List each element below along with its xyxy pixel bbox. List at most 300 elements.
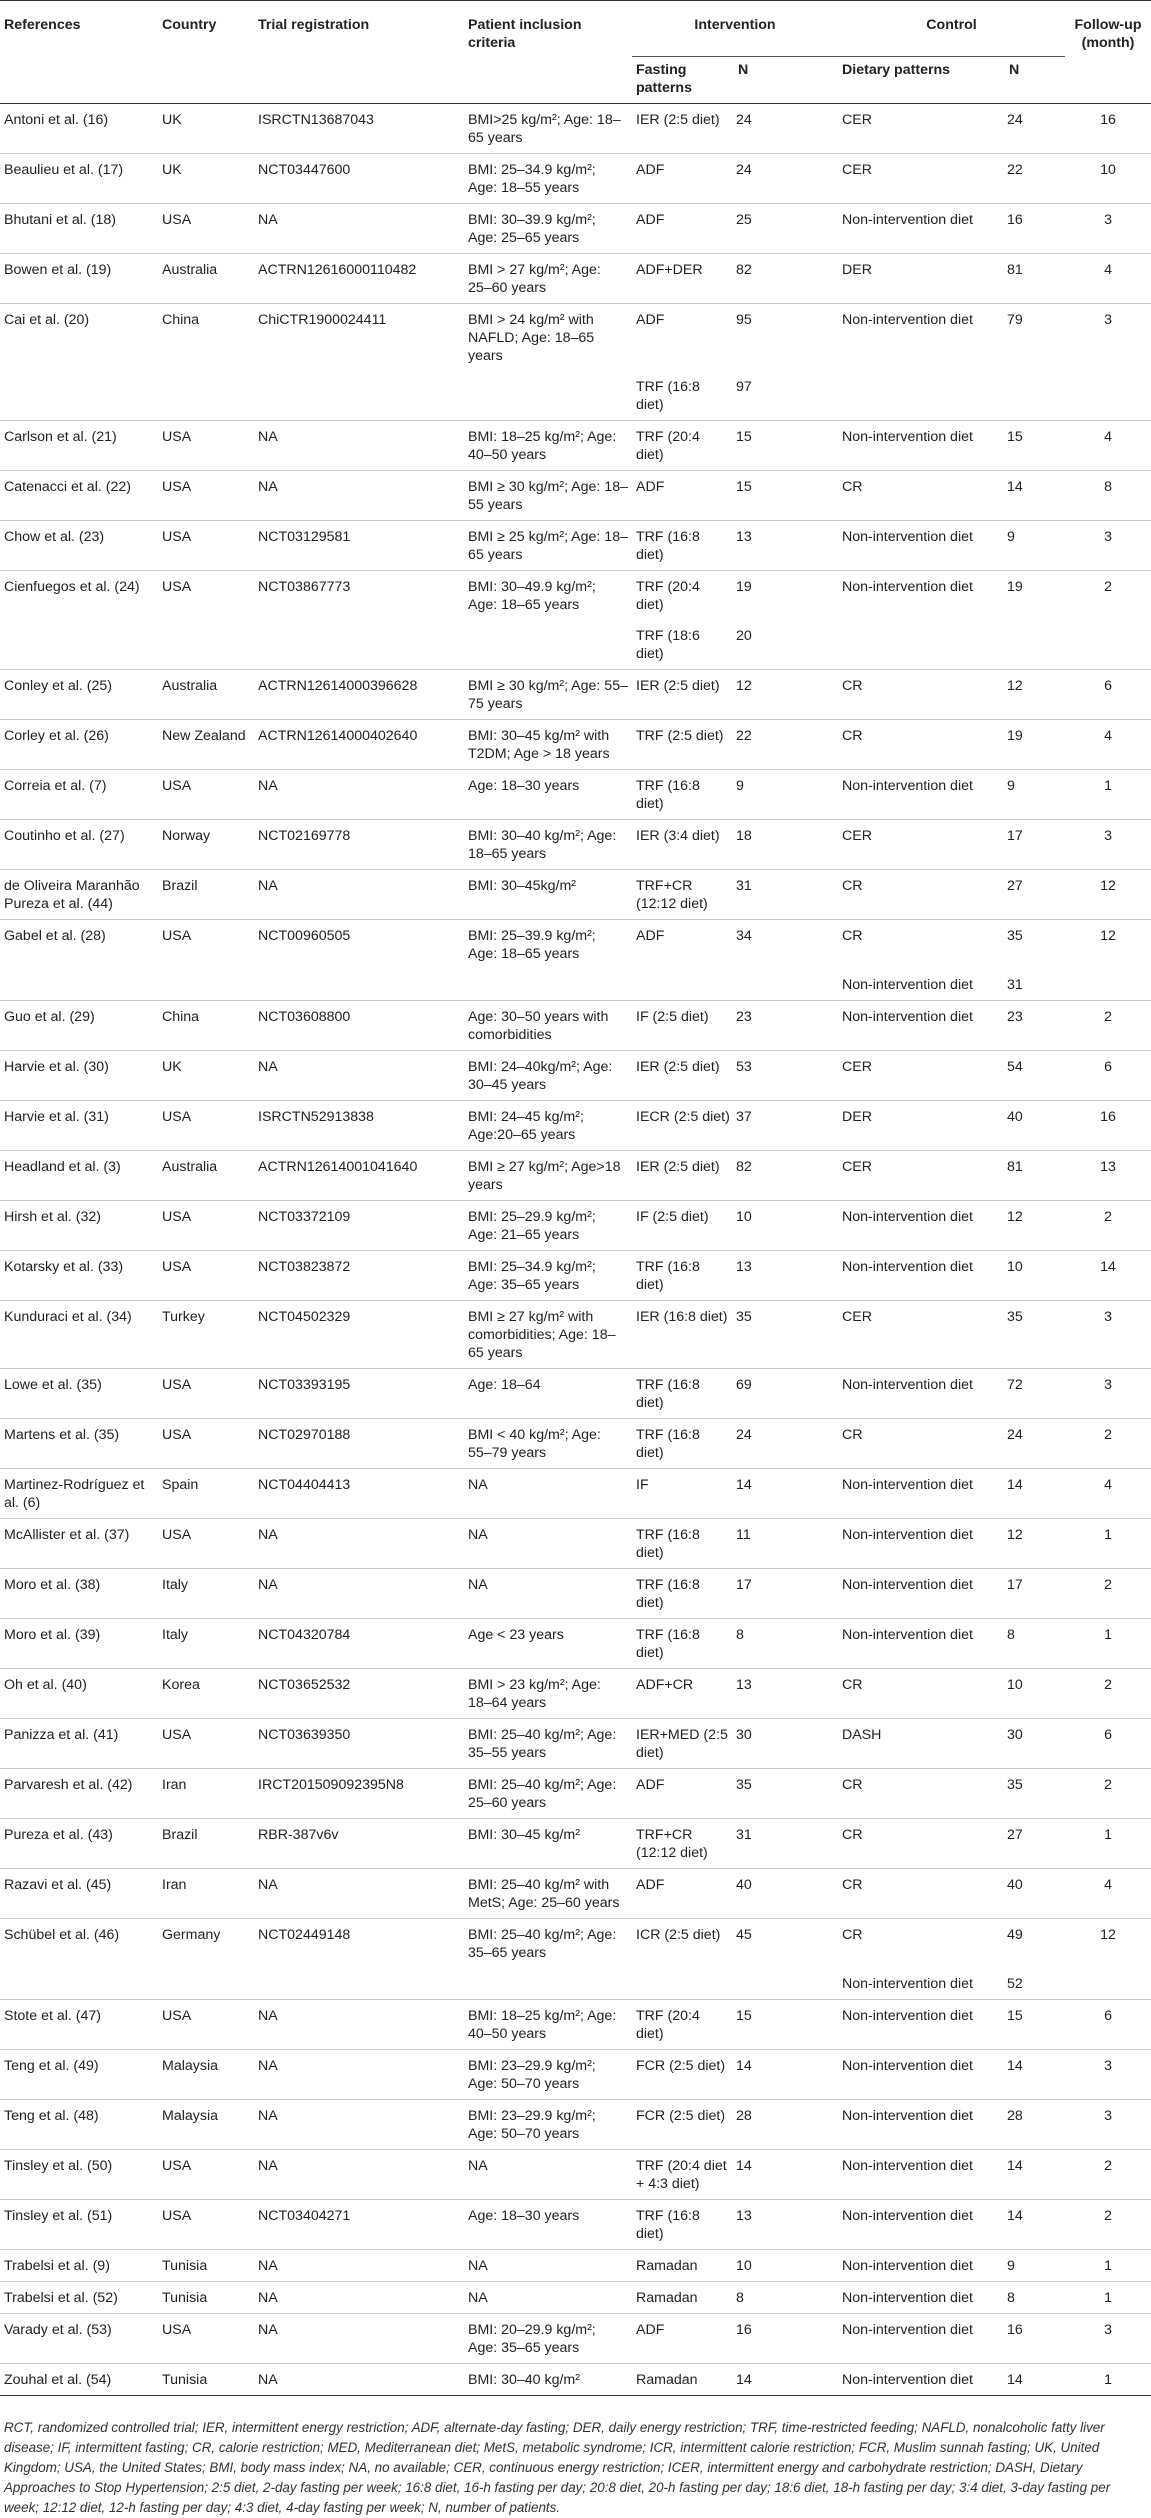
control-n-cell: 14: [1007, 2372, 1023, 2388]
intervention-n-cell: 10: [736, 2258, 752, 2274]
table-row: [0, 1419, 1151, 1469]
country-cell: USA: [162, 212, 192, 228]
table-row: [0, 820, 1151, 870]
dietary-pattern-cell: Non-intervention diet: [842, 2322, 973, 2338]
inclusion-criteria-cell: [464, 371, 632, 421]
intervention-n-cell: 13: [736, 529, 752, 545]
intervention-n-cell: 35: [736, 1777, 752, 1793]
fasting-pattern-cell: TRF (16:8 diet): [636, 1627, 700, 1661]
table-row: [0, 2200, 1151, 2250]
trial-registration-cell: [254, 1968, 464, 2000]
control-n-cell: 10: [1007, 1259, 1023, 1275]
inclusion-criteria-cell: BMI ≥ 30 kg/m²; Age: 18–55 years: [468, 479, 628, 513]
fasting-pattern-cell: IF (2:5 diet): [636, 1009, 709, 1025]
table-row: [0, 2314, 1151, 2364]
table-row: [0, 1968, 1151, 2000]
followup-cell: 3: [1104, 529, 1112, 545]
fasting-pattern-cell: Ramadan: [636, 2258, 698, 2274]
fasting-pattern-cell: TRF+CR (12:12 diet): [636, 1827, 708, 1861]
country-cell: USA: [162, 1527, 192, 1543]
intervention-n-cell: [734, 969, 838, 1001]
trial-registration-cell: ISRCTN13687043: [258, 112, 374, 128]
dietary-pattern-cell: CR: [842, 479, 863, 495]
control-n-cell: 22: [1007, 162, 1023, 178]
trial-registration-cell: NCT03823872: [258, 1259, 351, 1275]
inclusion-criteria-cell: BMI: 25–29.9 kg/m²; Age: 21–65 years: [468, 1209, 596, 1243]
inclusion-criteria-cell: Age: 18–30 years: [468, 2208, 580, 2224]
country-cell: [158, 620, 254, 670]
intervention-n-cell: 13: [736, 2208, 752, 2224]
trial-registration-cell: NA: [258, 778, 278, 794]
followup-cell: 4: [1104, 262, 1112, 278]
control-n-cell: 24: [1007, 1427, 1023, 1443]
country-cell: Germany: [162, 1927, 221, 1943]
trial-registration-cell: NA: [258, 1059, 278, 1075]
country-cell: Tunisia: [162, 2290, 208, 2306]
inclusion-criteria-cell: BMI ≥ 27 kg/m²; Age>18 years: [468, 1159, 621, 1193]
inclusion-criteria-cell: BMI>25 kg/m²; Age: 18–65 years: [468, 112, 621, 146]
inclusion-criteria-cell: BMI: 30–45 kg/m²: [468, 1827, 580, 1843]
trial-registration-cell: NCT03652532: [258, 1677, 351, 1693]
dietary-pattern-cell: Non-intervention diet: [842, 1976, 973, 1992]
trial-registration-cell: NA: [258, 1877, 278, 1893]
followup-cell: 16: [1100, 112, 1116, 128]
followup-cell: 4: [1104, 728, 1112, 744]
reference-cell: de Oliveira Maranhão Pureza et al. (44): [4, 878, 140, 912]
fasting-pattern-cell: TRF (20:4 diet): [636, 2008, 700, 2042]
table-row: [0, 1919, 1151, 1969]
fasting-pattern-cell: [632, 1968, 734, 2000]
reference-cell: Parvaresh et al. (42): [4, 1777, 133, 1793]
country-cell: USA: [162, 1209, 192, 1225]
fasting-pattern-cell: ADF: [636, 479, 665, 495]
dietary-pattern-cell: CR: [842, 1427, 863, 1443]
inclusion-criteria-cell: BMI: 23–29.9 kg/m²; Age: 50–70 years: [468, 2108, 596, 2142]
intervention-n-cell: 13: [736, 1259, 752, 1275]
intervention-n-cell: 37: [736, 1109, 752, 1125]
country-cell: Italy: [162, 1577, 189, 1593]
fasting-pattern-cell: ADF: [636, 162, 665, 178]
intervention-n-cell: 30: [736, 1727, 752, 1743]
trial-registration-cell: NCT03867773: [258, 579, 351, 595]
inclusion-criteria-cell: BMI: 30–40 kg/m²: [468, 2372, 580, 2388]
reference-cell: Moro et al. (38): [4, 1577, 101, 1593]
dietary-pattern-cell: Non-intervention diet: [842, 579, 973, 595]
trial-registration-cell: NA: [258, 878, 278, 894]
reference-cell: [0, 371, 158, 421]
country-cell: Australia: [162, 1159, 218, 1175]
dietary-pattern-cell: Non-intervention diet: [842, 1377, 973, 1393]
reference-cell: Schübel et al. (46): [4, 1927, 120, 1943]
trial-registration-cell: NA: [258, 2258, 278, 2274]
reference-cell: Cai et al. (20): [4, 312, 90, 328]
dietary-pattern-cell: Non-intervention diet: [842, 1627, 973, 1643]
fasting-pattern-cell: TRF (16:8 diet): [636, 1527, 700, 1561]
trial-registration-cell: RBR-387v6v: [258, 1827, 339, 1843]
followup-cell: 10: [1100, 162, 1116, 178]
dietary-pattern-cell: CER: [842, 828, 872, 844]
control-n-cell: 19: [1007, 579, 1023, 595]
followup-cell: 2: [1104, 1009, 1112, 1025]
reference-cell: Corley et al. (26): [4, 728, 109, 744]
trial-registration-cell: NA: [258, 2108, 278, 2124]
country-cell: UK: [162, 112, 182, 128]
inclusion-criteria-cell: NA: [468, 2290, 488, 2306]
fasting-pattern-cell: Ramadan: [636, 2372, 698, 2388]
dietary-pattern-cell: Non-intervention diet: [842, 2290, 973, 2306]
inclusion-criteria-cell: NA: [468, 1527, 488, 1543]
dietary-pattern-cell: Non-intervention diet: [842, 429, 973, 445]
dietary-pattern-cell: CR: [842, 728, 863, 744]
intervention-n-cell: 82: [736, 262, 752, 278]
intervention-n-cell: 17: [736, 1577, 752, 1593]
trial-registration-cell: NA: [258, 2372, 278, 2388]
inclusion-criteria-cell: NA: [468, 2158, 488, 2174]
control-n-cell: 19: [1007, 728, 1023, 744]
trial-registration-cell: [254, 371, 464, 421]
control-n-cell: 17: [1007, 828, 1023, 844]
country-cell: UK: [162, 162, 182, 178]
inclusion-criteria-cell: BMI: 20–29.9 kg/m²; Age: 35–65 years: [468, 2322, 596, 2356]
reference-cell: Antoni et al. (16): [4, 112, 109, 128]
inclusion-criteria-cell: BMI: 30–39.9 kg/m²; Age: 25–65 years: [468, 212, 596, 246]
fasting-pattern-cell: TRF (16:8 diet): [636, 1577, 700, 1611]
fasting-pattern-cell: IER (16:8 diet): [636, 1309, 728, 1325]
country-cell: USA: [162, 429, 192, 445]
dietary-pattern-cell: CR: [842, 1677, 863, 1693]
table-row: [0, 1369, 1151, 1419]
table-row: [0, 2364, 1151, 2396]
intervention-n-cell: 20: [736, 628, 752, 644]
followup-cell: 2: [1104, 2208, 1112, 2224]
dietary-pattern-cell: Non-intervention diet: [842, 2258, 973, 2274]
header-trial-registration: Trial registration: [258, 17, 370, 33]
table-row: [0, 1869, 1151, 1919]
fasting-pattern-cell: TRF (2:5 diet): [636, 728, 724, 744]
intervention-n-cell: 12: [736, 678, 752, 694]
control-n-cell: 14: [1007, 2058, 1023, 2074]
control-n-cell: 27: [1007, 1827, 1023, 1843]
inclusion-criteria-cell: BMI: 30–40 kg/m²; Age: 18–65 years: [468, 828, 617, 862]
trial-registration-cell: NCT02449148: [258, 1927, 351, 1943]
trial-registration-cell: NCT03372109: [258, 1209, 351, 1225]
intervention-n-cell: [734, 1968, 838, 2000]
inclusion-criteria-cell: BMI: 24–40kg/m²; Age: 30–45 years: [468, 1059, 613, 1093]
fasting-pattern-cell: ADF: [636, 928, 665, 944]
header-references: References: [4, 17, 81, 33]
intervention-n-cell: 53: [736, 1059, 752, 1075]
dietary-pattern-cell: CR: [842, 878, 863, 894]
control-n-cell: 35: [1007, 1309, 1023, 1325]
reference-cell: Oh et al. (40): [4, 1677, 87, 1693]
reference-cell: Teng et al. (49): [4, 2058, 99, 2074]
fasting-pattern-cell: TRF (16:8 diet): [636, 1259, 700, 1293]
header-intervention: Intervention: [632, 1, 838, 57]
trial-registration-cell: NCT03639350: [258, 1727, 351, 1743]
reference-cell: Kotarsky et al. (33): [4, 1259, 124, 1275]
country-cell: Italy: [162, 1627, 189, 1643]
inclusion-criteria-cell: BMI: 18–25 kg/m²; Age: 40–50 years: [468, 2008, 617, 2042]
trial-registration-cell: NCT02169778: [258, 828, 351, 844]
country-cell: Brazil: [162, 1827, 198, 1843]
trial-registration-cell: NA: [258, 479, 278, 495]
table-row: [0, 2282, 1151, 2314]
inclusion-criteria-cell: BMI: 25–39.9 kg/m²; Age: 18–65 years: [468, 928, 596, 962]
control-n-cell: 49: [1007, 1927, 1023, 1943]
intervention-n-cell: 13: [736, 1677, 752, 1693]
reference-cell: Tinsley et al. (51): [4, 2208, 113, 2224]
country-cell: USA: [162, 1427, 192, 1443]
control-n-cell: 81: [1007, 1159, 1023, 1175]
header-followup: Follow-up (month): [1074, 17, 1142, 51]
control-n-cell: 23: [1007, 1009, 1023, 1025]
dietary-pattern-cell: Non-intervention diet: [842, 2208, 973, 2224]
dietary-pattern-cell: CER: [842, 1059, 872, 1075]
country-cell: USA: [162, 579, 192, 595]
dietary-pattern-cell: [838, 371, 1005, 421]
table-row: [0, 920, 1151, 970]
table-row: [0, 304, 1151, 372]
country-cell: USA: [162, 1727, 192, 1743]
control-n-cell: 15: [1007, 2008, 1023, 2024]
dietary-pattern-cell: Non-intervention diet: [842, 2058, 973, 2074]
inclusion-criteria-cell: BMI: 30–49.9 kg/m²; Age: 18–65 years: [468, 579, 596, 613]
followup-cell: 8: [1104, 479, 1112, 495]
fasting-pattern-cell: IER (2:5 diet): [636, 678, 720, 694]
table-row: [0, 571, 1151, 621]
inclusion-criteria-cell: [464, 969, 632, 1001]
followup-cell: 3: [1104, 1309, 1112, 1325]
table-row: [0, 720, 1151, 770]
inclusion-criteria-cell: [464, 620, 632, 670]
dietary-pattern-cell: CR: [842, 678, 863, 694]
reference-cell: Varady et al. (53): [4, 2322, 112, 2338]
control-n-cell: 16: [1007, 212, 1023, 228]
table-row: [0, 1001, 1151, 1051]
reference-cell: Hirsh et al. (32): [4, 1209, 101, 1225]
fasting-pattern-cell: TRF (16:8 diet): [636, 379, 700, 413]
followup-cell: 1: [1104, 1527, 1112, 1543]
country-cell: China: [162, 312, 200, 328]
inclusion-criteria-cell: Age: 18–30 years: [468, 778, 580, 794]
dietary-pattern-cell: DER: [842, 1109, 872, 1125]
trial-registration-cell: NA: [258, 212, 278, 228]
dietary-pattern-cell: Non-intervention diet: [842, 1259, 973, 1275]
followup-cell: 12: [1100, 878, 1116, 894]
table-row: [0, 254, 1151, 304]
trial-registration-cell: ChiCTR1900024411: [258, 312, 387, 328]
dietary-pattern-cell: Non-intervention diet: [842, 1527, 973, 1543]
reference-cell: Catenacci et al. (22): [4, 479, 131, 495]
reference-cell: Conley et al. (25): [4, 678, 113, 694]
reference-cell: Guo et al. (29): [4, 1009, 95, 1025]
followup-cell: 16: [1100, 1109, 1116, 1125]
control-n-cell: 15: [1007, 429, 1023, 445]
control-n-cell: 14: [1007, 479, 1023, 495]
control-n-cell: 16: [1007, 2322, 1023, 2338]
table-row: [0, 1469, 1151, 1519]
intervention-n-cell: 15: [736, 429, 752, 445]
trial-registration-cell: NA: [258, 2058, 278, 2074]
followup-cell: [1065, 371, 1151, 421]
dietary-pattern-cell: Non-intervention diet: [842, 2372, 973, 2388]
followup-cell: 2: [1104, 1677, 1112, 1693]
control-n-cell: [1005, 371, 1065, 421]
inclusion-criteria-cell: Age: 18–64: [468, 1377, 541, 1393]
table-row: [0, 870, 1151, 920]
control-n-cell: 27: [1007, 878, 1023, 894]
followup-cell: 4: [1104, 429, 1112, 445]
country-cell: New Zealand: [162, 728, 246, 744]
control-n-cell: [1005, 620, 1065, 670]
fasting-pattern-cell: TRF (16:8 diet): [636, 1377, 700, 1411]
followup-cell: 2: [1104, 579, 1112, 595]
fasting-pattern-cell: Ramadan: [636, 2290, 698, 2306]
followup-cell: 3: [1104, 312, 1112, 328]
fasting-pattern-cell: IF: [636, 1477, 649, 1493]
intervention-n-cell: 10: [736, 1209, 752, 1225]
reference-cell: Moro et al. (39): [4, 1627, 101, 1643]
trial-registration-cell: NA: [258, 2322, 278, 2338]
control-n-cell: 8: [1007, 2290, 1015, 2306]
fasting-pattern-cell: IER (2:5 diet): [636, 1159, 720, 1175]
country-cell: Tunisia: [162, 2372, 208, 2388]
reference-cell: Kunduraci et al. (34): [4, 1309, 132, 1325]
reference-cell: Harvie et al. (30): [4, 1059, 109, 1075]
header-n-intervention: N: [738, 62, 749, 78]
table-row: [0, 104, 1151, 154]
intervention-n-cell: 8: [736, 2290, 744, 2306]
dietary-pattern-cell: Non-intervention diet: [842, 2008, 973, 2024]
control-n-cell: 9: [1007, 2258, 1015, 2274]
followup-cell: [1065, 620, 1151, 670]
country-cell: Iran: [162, 1777, 187, 1793]
table-row: [0, 421, 1151, 471]
reference-cell: McAllister et al. (37): [4, 1527, 130, 1543]
dietary-pattern-cell: Non-intervention diet: [842, 2108, 973, 2124]
inclusion-criteria-cell: BMI: 23–29.9 kg/m²; Age: 50–70 years: [468, 2058, 596, 2092]
intervention-n-cell: 23: [736, 1009, 752, 1025]
intervention-n-cell: 31: [736, 878, 752, 894]
control-n-cell: 79: [1007, 312, 1023, 328]
control-n-cell: 54: [1007, 1059, 1023, 1075]
followup-cell: 2: [1104, 1577, 1112, 1593]
reference-cell: Pureza et al. (43): [4, 1827, 113, 1843]
intervention-n-cell: 31: [736, 1827, 752, 1843]
control-n-cell: 9: [1007, 529, 1015, 545]
dietary-pattern-cell: Non-intervention diet: [842, 529, 973, 545]
header-fasting-patterns: Fasting patterns: [636, 62, 692, 96]
intervention-n-cell: 9: [736, 778, 744, 794]
country-cell: USA: [162, 479, 192, 495]
reference-cell: [0, 620, 158, 670]
table-row: [0, 969, 1151, 1001]
trial-registration-cell: NCT04404413: [258, 1477, 351, 1493]
reference-cell: Harvie et al. (31): [4, 1109, 109, 1125]
fasting-pattern-cell: FCR (2:5 diet): [636, 2108, 726, 2124]
fasting-pattern-cell: IER (2:5 diet): [636, 112, 720, 128]
inclusion-criteria-cell: BMI: 18–25 kg/m²; Age: 40–50 years: [468, 429, 617, 463]
inclusion-criteria-cell: [464, 1968, 632, 2000]
trial-registration-cell: NCT04502329: [258, 1309, 351, 1325]
intervention-n-cell: 24: [736, 162, 752, 178]
trial-registration-cell: NCT04320784: [258, 1627, 351, 1643]
reference-cell: Zouhal et al. (54): [4, 2372, 112, 2388]
followup-cell: [1065, 1968, 1151, 2000]
country-cell: [158, 371, 254, 421]
intervention-n-cell: 14: [736, 2058, 752, 2074]
table-row: [0, 2250, 1151, 2282]
dietary-pattern-cell: [838, 620, 1005, 670]
country-cell: USA: [162, 778, 192, 794]
followup-cell: 1: [1104, 2372, 1112, 2388]
reference-cell: Stote et al. (47): [4, 2008, 101, 2024]
intervention-n-cell: 14: [736, 2158, 752, 2174]
country-cell: Tunisia: [162, 2258, 208, 2274]
intervention-n-cell: 28: [736, 2108, 752, 2124]
intervention-n-cell: 95: [736, 312, 752, 328]
fasting-pattern-cell: ADF: [636, 1777, 665, 1793]
followup-cell: 3: [1104, 828, 1112, 844]
country-cell: USA: [162, 529, 192, 545]
control-n-cell: 14: [1007, 1477, 1023, 1493]
fasting-pattern-cell: FCR (2:5 diet): [636, 2058, 726, 2074]
trial-registration-cell: NCT03393195: [258, 1377, 351, 1393]
followup-cell: 12: [1100, 1927, 1116, 1943]
inclusion-criteria-cell: Age < 23 years: [468, 1627, 564, 1643]
header-dietary-patterns: Dietary patterns: [842, 62, 951, 78]
table-row: [0, 1301, 1151, 1369]
trial-registration-cell: NA: [258, 1527, 278, 1543]
table-row: [0, 2050, 1151, 2100]
inclusion-criteria-cell: BMI: 25–40 kg/m² with MetS; Age: 25–60 years: [468, 1877, 620, 1911]
header-country: Country: [162, 17, 217, 33]
followup-cell: 3: [1104, 2322, 1112, 2338]
country-cell: Malaysia: [162, 2058, 218, 2074]
inclusion-criteria-cell: Age: 30–50 years with comorbidities: [468, 1009, 609, 1043]
reference-cell: Coutinho et al. (27): [4, 828, 125, 844]
intervention-n-cell: 15: [736, 479, 752, 495]
reference-cell: Beaulieu et al. (17): [4, 162, 124, 178]
reference-cell: Trabelsi et al. (9): [4, 2258, 110, 2274]
country-cell: USA: [162, 2158, 192, 2174]
fasting-pattern-cell: TRF (16:8 diet): [636, 778, 700, 812]
intervention-n-cell: 24: [736, 1427, 752, 1443]
followup-cell: 4: [1104, 1877, 1112, 1893]
inclusion-criteria-cell: NA: [468, 2258, 488, 2274]
fasting-pattern-cell: TRF (20:4 diet): [636, 579, 700, 613]
trial-registration-cell: NCT03608800: [258, 1009, 351, 1025]
trial-registration-cell: NCT02970188: [258, 1427, 351, 1443]
followup-cell: 1: [1104, 1827, 1112, 1843]
reference-cell: [0, 969, 158, 1001]
dietary-pattern-cell: CR: [842, 928, 863, 944]
table-row: [0, 521, 1151, 571]
table-row: [0, 371, 1151, 421]
reference-cell: Carlson et al. (21): [4, 429, 117, 445]
control-n-cell: 81: [1007, 262, 1023, 278]
fasting-pattern-cell: TRF+CR (12:12 diet): [636, 878, 708, 912]
followup-cell: 3: [1104, 1377, 1112, 1393]
intervention-n-cell: 40: [736, 1877, 752, 1893]
followup-cell: 3: [1104, 212, 1112, 228]
dietary-pattern-cell: DASH: [842, 1727, 882, 1743]
table-row: [0, 1619, 1151, 1669]
reference-cell: Panizza et al. (41): [4, 1727, 119, 1743]
table-row: [0, 1569, 1151, 1619]
fasting-pattern-cell: IER (3:4 diet): [636, 828, 720, 844]
followup-cell: 4: [1104, 1477, 1112, 1493]
